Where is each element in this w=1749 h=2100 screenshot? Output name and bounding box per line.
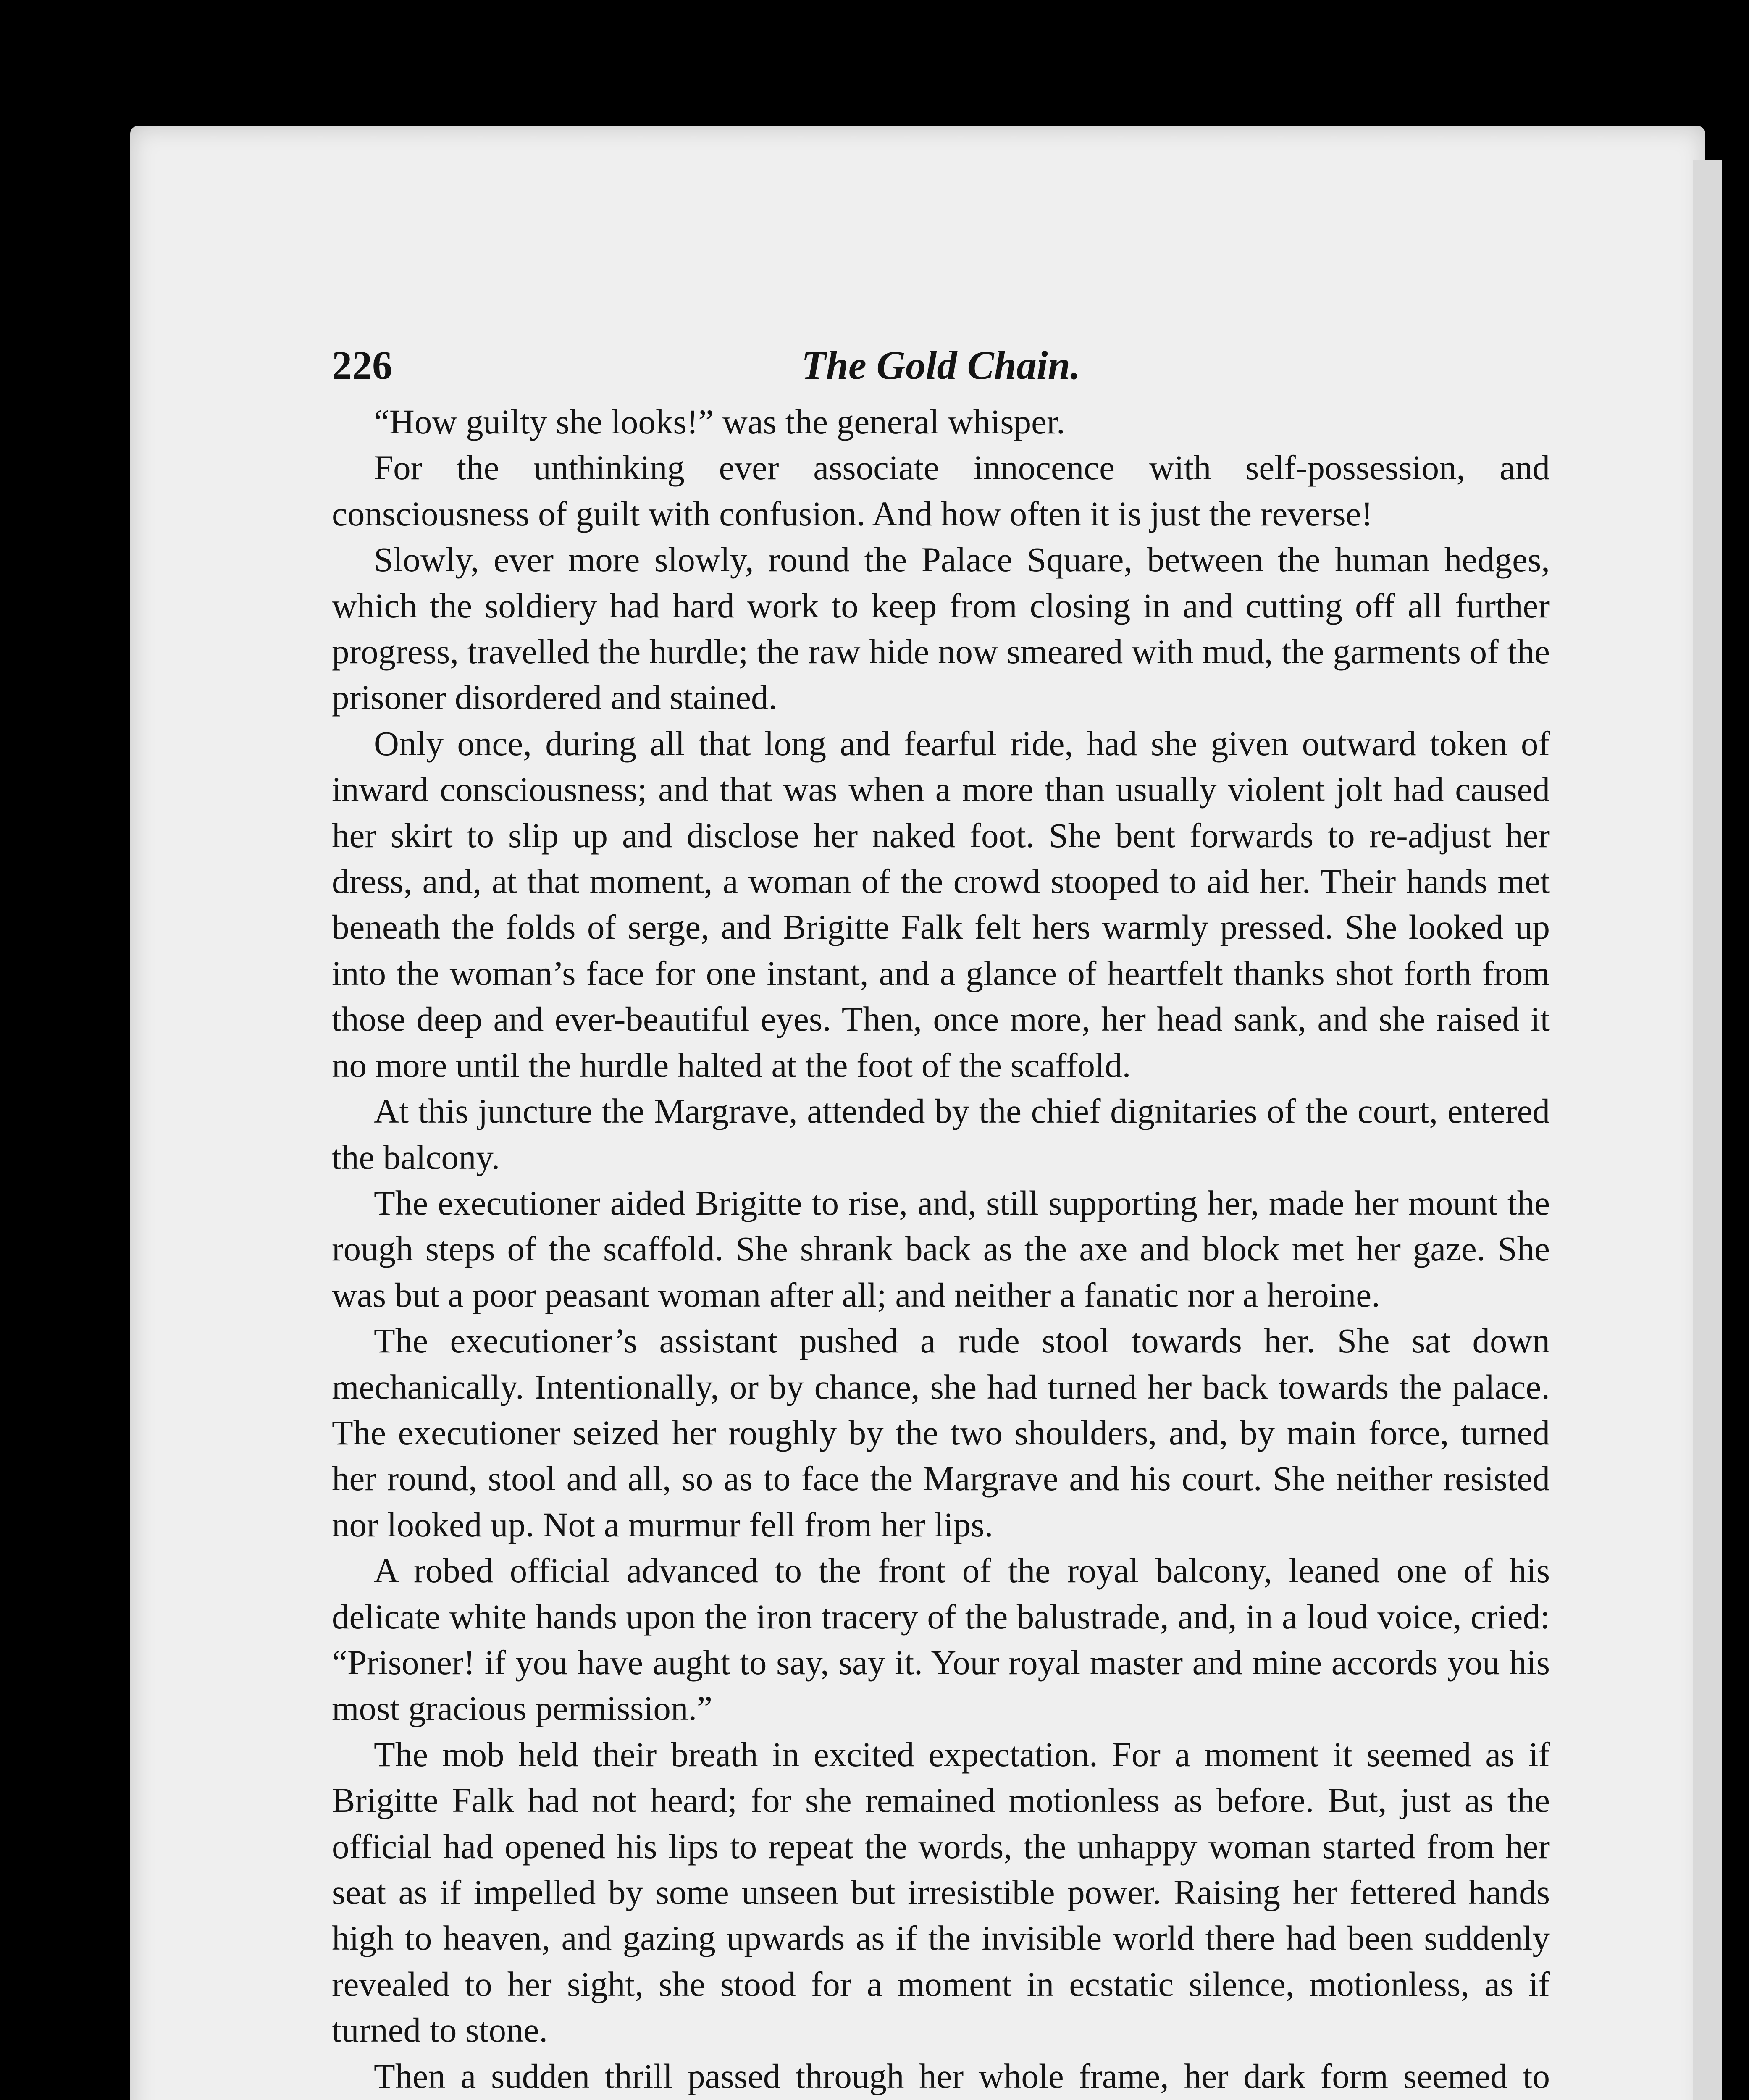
paragraph: The mob held their breath in excited expectation. For a moment it seemed as if Brigitte Falk had not heard; for she remained motionless as before. But, just as the official had opened his lips to repeat the words, the unhappy woman started from her seat as if impelled by some unseen but irresistible power. Raising her fettered hands high to heaven, and gazing upwards as if the invisible world there had been suddenly revealed to her sight, she stood for a moment in ecstatic silence, motionless, as if turned to stone.	[332, 1735, 1550, 2050]
running-title: The Gold Chain.	[801, 343, 1081, 388]
paragraph: At this juncture the Margrave, attended by the chief dignitaries of the court, entered the balcony.	[332, 1092, 1550, 1176]
paragraph: The executioner aided Brigitte to rise, and, still supporting her, made her mount the rough steps of the scaffold. She shrank back as the axe and block met her gaze. She was but a poor peasant woman after all; and neither a fanatic nor a heroine.	[332, 1183, 1550, 1314]
paragraph: The executioner’s assistant pushed a rude stool towards her. She sat down mechanically. Intentionally, or by chance, she had turned her back towards the palace. The executioner seized her roughly by the two shoulders, and, by main force, turned her round, stool and all, so as to face the Margrave and his court. She neither resisted nor looked up. Not a murmur fell from her lips.	[332, 1321, 1550, 1544]
running-head	[332, 332, 1550, 399]
page-edge	[1693, 160, 1722, 2100]
page-content	[332, 332, 1550, 2100]
body-text	[332, 399, 1550, 2100]
paragraph: Then a sudden thrill passed through her whole frame, her dark form seemed to	[374, 2056, 1550, 2095]
paragraph: Slowly, ever more slowly, round the Palace Square, between the human hedges, which the soldiery had hard work to keep from closing in and cutting off all further progress, travelled the hurdle; the raw hide now smeared with mud, the garments of the prisoner disordered and stained.	[332, 540, 1550, 717]
paragraph: Only once, during all that long and fearful ride, had she given outward token of inward consciousness; and that was when a more than usually violent jolt had caused her skirt to slip up and disclose her naked foot. She bent forwards to re-adjust her dress, and, at that moment, a woman of the crowd stooped to aid her. Their hands met beneath the folds of serge, and Brigitte Falk felt hers warmly pressed. She looked up into the woman’s face for one instant, and a glance of heartfelt thanks shot forth from those deep and ever-beautiful eyes. Then, once more, her head sank, and she raised it no more until the hurdle halted at the foot of the scaffold.	[332, 724, 1550, 1084]
paragraph: For the unthinking ever associate innocence with self-possession, and consciousness of guilt with confusion. And how often it is just the reverse!	[332, 448, 1550, 533]
paragraph: “How guilty she looks!” was the general whisper.	[374, 402, 1065, 441]
page-number: 226	[332, 343, 392, 388]
paragraph: A robed official advanced to the front of the royal balcony, leaned one of his delicate white hands upon the iron tracery of the balustrade, and, in a loud voice, cried: “Prisoner! if you have aught to say, say it. Your royal master and mine accords you his most gracious permission.”	[332, 1551, 1550, 1728]
